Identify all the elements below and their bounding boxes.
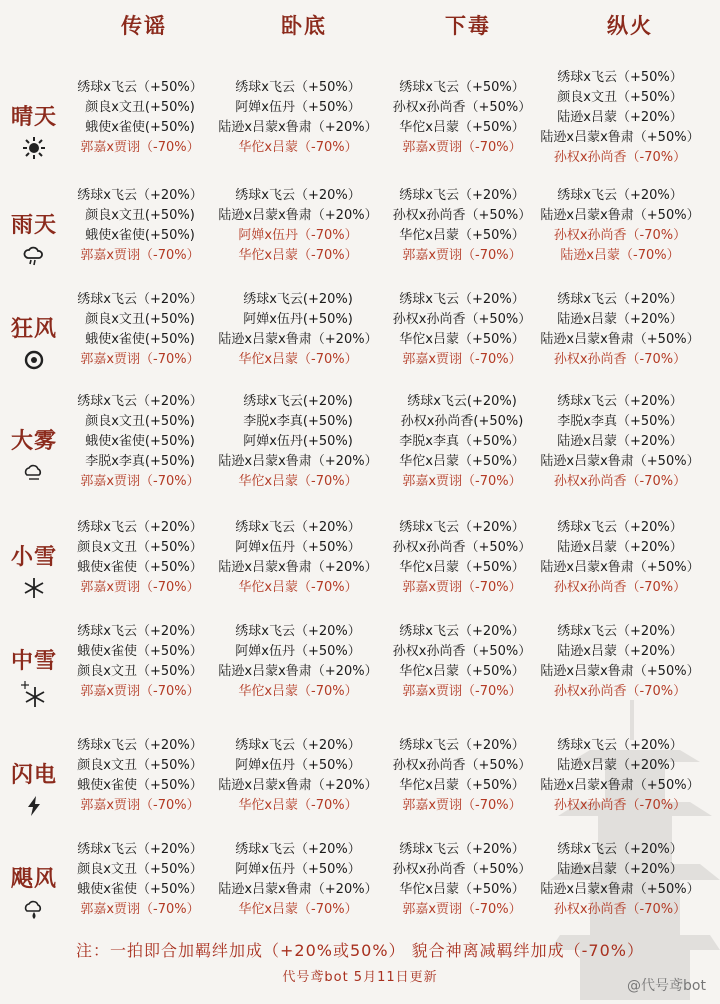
bond-bonus-entry: 陆逊x吕蒙（+20%） xyxy=(557,758,683,773)
bond-bonus-entry: 绣球x飞云（+20%） xyxy=(77,188,203,203)
bond-penalty-entry: 郭嘉x贾诩（-70%） xyxy=(80,580,200,595)
bond-penalty-entry: 阿婵x伍丹（-70%） xyxy=(238,228,358,243)
bond-bonus-entry: 绣球x飞云(+20%) xyxy=(243,394,353,409)
bond-penalty-entry: 郭嘉x贾诩（-70%） xyxy=(402,580,522,595)
bond-bonus-entry: 陆逊x吕蒙（+20%） xyxy=(557,644,683,659)
weather-row xyxy=(0,62,720,188)
bond-cell xyxy=(536,186,704,266)
bond-penalty-entry: 孙权x孙尚香（-70%） xyxy=(553,684,687,699)
bond-bonus-entry: 李脱x李真(+50%) xyxy=(85,454,195,469)
weather-name: 中雪 xyxy=(10,649,57,674)
bond-penalty-entry: 郭嘉x贾诩（-70%） xyxy=(402,352,522,367)
weather-name: 小雪 xyxy=(10,545,57,570)
bond-penalty-entry: 郭嘉x贾诩（-70%） xyxy=(80,474,200,489)
bond-bonus-entry: 阿婵x伍丹(+50%) xyxy=(243,434,353,449)
bond-cell xyxy=(536,736,704,816)
bond-penalty-entry: 孙权x孙尚香（-70%） xyxy=(553,902,687,917)
weather-row xyxy=(0,730,720,828)
bond-bonus-entry: 阿婵x伍丹（+50%） xyxy=(235,862,361,877)
update-footer: 代号鸢bot 5月11日更新 xyxy=(282,970,438,985)
bond-cell xyxy=(214,622,382,702)
bond-penalty-entry: 孙权x孙尚香（-70%） xyxy=(553,150,687,165)
bond-cell xyxy=(56,186,224,266)
bond-penalty-entry: 郭嘉x贾诩（-70%） xyxy=(402,474,522,489)
header-rumor: 传谣 xyxy=(121,14,167,38)
bond-bonus-entry: 孙权x孙尚香（+50%） xyxy=(392,540,532,555)
bond-cell xyxy=(378,518,546,598)
bond-bonus-entry: 华佗x吕蒙（+50%） xyxy=(399,664,525,679)
bond-cell xyxy=(56,622,224,702)
bond-bonus-entry: 绣球x飞云（+50%） xyxy=(235,80,361,95)
bond-bonus-entry: 陆逊x吕蒙x鲁肃（+20%） xyxy=(218,882,378,897)
bond-cell xyxy=(536,290,704,370)
bond-bonus-entry: 蛾使x雀使（+50%） xyxy=(77,644,203,659)
bond-cell xyxy=(378,186,546,266)
bond-penalty-entry: 孙权x孙尚香（-70%） xyxy=(553,474,687,489)
bond-bonus-entry: 绣球x飞云（+50%） xyxy=(399,80,525,95)
bond-bonus-entry: 绣球x飞云（+20%） xyxy=(77,394,203,409)
bond-bonus-entry: 陆逊x吕蒙x鲁肃（+50%） xyxy=(540,882,700,897)
bond-bonus-entry: 陆逊x吕蒙（+20%） xyxy=(557,540,683,555)
weather-name: 飓风 xyxy=(10,867,57,892)
bond-cell xyxy=(56,290,224,370)
bond-cell xyxy=(378,392,546,492)
bond-cell xyxy=(56,78,224,158)
bond-bonus-entry: 华佗x吕蒙（+50%） xyxy=(399,882,525,897)
bond-bonus-entry: 华佗x吕蒙（+50%） xyxy=(399,454,525,469)
bond-penalty-entry: 华佗x吕蒙（-70%） xyxy=(238,684,358,699)
bond-bonus-entry: 陆逊x吕蒙（+20%） xyxy=(557,434,683,449)
bond-bonus-entry: 华佗x吕蒙（+50%） xyxy=(399,778,525,793)
bond-bonus-entry: 绣球x飞云（+20%） xyxy=(399,738,525,753)
bond-bonus-entry: 绣球x飞云（+20%） xyxy=(235,624,361,639)
bond-bonus-entry: 华佗x吕蒙（+50%） xyxy=(399,560,525,575)
bond-bonus-entry: 绣球x飞云（+20%） xyxy=(557,394,683,409)
bond-bonus-entry: 陆逊x吕蒙x鲁肃（+20%） xyxy=(218,560,378,575)
bond-bonus-entry: 孙权x孙尚香（+50%） xyxy=(392,100,532,115)
weather-row xyxy=(0,834,720,934)
bond-bonus-entry: 陆逊x吕蒙x鲁肃（+50%） xyxy=(540,454,700,469)
bond-bonus-entry: 绣球x飞云(+20%) xyxy=(407,394,517,409)
bond-penalty-entry: 郭嘉x贾诩（-70%） xyxy=(80,902,200,917)
weather-row xyxy=(0,616,720,716)
bond-penalty-entry: 郭嘉x贾诩（-70%） xyxy=(402,248,522,263)
weather-row xyxy=(0,180,720,278)
header-arson: 纵火 xyxy=(607,14,653,38)
bond-penalty-entry: 华佗x吕蒙（-70%） xyxy=(238,474,358,489)
bond-bonus-entry: 陆逊x吕蒙x鲁肃（+50%） xyxy=(540,332,700,347)
bond-penalty-entry: 郭嘉x贾诩（-70%） xyxy=(80,352,200,367)
weather-name: 雨天 xyxy=(10,213,57,238)
bond-bonus-entry: 孙权x孙尚香（+50%） xyxy=(392,862,532,877)
weather-name: 狂风 xyxy=(10,317,57,342)
bond-cell xyxy=(378,840,546,920)
weather-row xyxy=(0,284,720,382)
weather-row xyxy=(0,386,720,498)
bond-bonus-entry: 陆逊x吕蒙x鲁肃（+20%） xyxy=(218,208,378,223)
bond-bonus-entry: 陆逊x吕蒙（+20%） xyxy=(557,312,683,327)
bond-cell xyxy=(56,840,224,920)
source-watermark: @代号鸢bot xyxy=(627,978,706,994)
bond-bonus-entry: 绣球x飞云（+20%） xyxy=(77,624,203,639)
weather-name: 闪电 xyxy=(10,763,57,788)
bond-bonus-entry: 蛾使x雀使（+50%） xyxy=(77,882,203,897)
bond-bonus-entry: 李脱x李真(+50%) xyxy=(243,414,353,429)
bond-bonus-entry: 颜良x文丑(+50%) xyxy=(85,208,195,223)
bond-bonus-entry: 绣球x飞云（+50%） xyxy=(77,80,203,95)
bond-cell xyxy=(536,840,704,920)
bond-cell xyxy=(214,290,382,370)
bond-bonus-entry: 阿婵x伍丹（+50%） xyxy=(235,540,361,555)
bond-bonus-entry: 陆逊x吕蒙x鲁肃（+20%） xyxy=(218,664,378,679)
bond-bonus-entry: 颜良x文丑（+50%） xyxy=(77,664,203,679)
bond-cell xyxy=(56,518,224,598)
bond-bonus-entry: 绣球x飞云（+20%） xyxy=(77,842,203,857)
bond-bonus-entry: 颜良x文丑(+50%) xyxy=(85,100,195,115)
bond-bonus-entry: 颜良x文丑(+50%) xyxy=(85,312,195,327)
bond-bonus-entry: 绣球x飞云（+20%） xyxy=(557,738,683,753)
column-headers xyxy=(0,10,720,46)
bond-penalty-entry: 华佗x吕蒙（-70%） xyxy=(238,352,358,367)
bond-bonus-entry: 颜良x文丑（+50%） xyxy=(77,862,203,877)
bond-penalty-entry: 郭嘉x贾诩（-70%） xyxy=(402,902,522,917)
bond-bonus-entry: 绣球x飞云（+20%） xyxy=(399,624,525,639)
bond-penalty-entry: 孙权x孙尚香（-70%） xyxy=(553,352,687,367)
bond-penalty-entry: 华佗x吕蒙（-70%） xyxy=(238,798,358,813)
bond-bonus-entry: 阿婵x伍丹（+50%） xyxy=(235,100,361,115)
bond-bonus-entry: 绣球x飞云（+20%） xyxy=(235,842,361,857)
bond-bonus-entry: 绣球x飞云（+20%） xyxy=(557,292,683,307)
bond-cell xyxy=(378,78,546,158)
bond-penalty-entry: 陆逊x吕蒙（-70%） xyxy=(560,248,680,263)
bond-penalty-entry: 郭嘉x贾诩（-70%） xyxy=(80,798,200,813)
bond-bonus-entry: 华佗x吕蒙（+50%） xyxy=(399,120,525,135)
bond-bonus-entry: 绣球x飞云（+20%） xyxy=(399,520,525,535)
legend-note: 注：一拍即合加羁绊加成（+20%或50%） 貌合神离减羁绊加成（-70%） xyxy=(76,941,644,960)
bond-penalty-entry: 华佗x吕蒙（-70%） xyxy=(238,140,358,155)
bond-bonus-entry: 阿婵x伍丹（+50%） xyxy=(235,644,361,659)
bond-bonus-entry: 绣球x飞云（+20%） xyxy=(77,520,203,535)
bond-bonus-entry: 绣球x飞云（+20%） xyxy=(77,292,203,307)
bond-bonus-entry: 陆逊x吕蒙x鲁肃（+50%） xyxy=(540,778,700,793)
bond-penalty-entry: 华佗x吕蒙（-70%） xyxy=(238,902,358,917)
bond-cell xyxy=(536,622,704,702)
bond-bonus-entry: 蛾使x雀使(+50%) xyxy=(85,120,195,135)
bond-cell xyxy=(378,622,546,702)
bond-bonus-entry: 绣球x飞云(+20%) xyxy=(243,292,353,307)
bond-bonus-entry: 蛾使x雀使(+50%) xyxy=(85,228,195,243)
bond-cell xyxy=(536,68,704,168)
bond-bonus-entry: 孙权x孙尚香（+50%） xyxy=(392,208,532,223)
bond-cell xyxy=(56,392,224,492)
bond-penalty-entry: 孙权x孙尚香（-70%） xyxy=(553,228,687,243)
weather-name: 晴天 xyxy=(10,105,57,130)
bond-bonus-entry: 陆逊x吕蒙x鲁肃（+50%） xyxy=(540,208,700,223)
bond-bonus-entry: 绣球x飞云（+20%） xyxy=(557,624,683,639)
bond-bonus-entry: 蛾使x雀使（+50%） xyxy=(77,778,203,793)
bond-bonus-entry: 李脱x李真（+50%） xyxy=(557,414,683,429)
bond-bonus-entry: 陆逊x吕蒙x鲁肃（+50%） xyxy=(540,560,700,575)
bond-cell xyxy=(214,518,382,598)
bond-penalty-entry: 孙权x孙尚香（-70%） xyxy=(553,580,687,595)
bond-cell xyxy=(56,736,224,816)
bond-cell xyxy=(536,518,704,598)
bond-bonus-entry: 陆逊x吕蒙x鲁肃（+20%） xyxy=(218,332,378,347)
weather-name: 大雾 xyxy=(10,429,57,454)
bond-bonus-entry: 陆逊x吕蒙x鲁肃（+20%） xyxy=(218,454,378,469)
bond-bonus-entry: 颜良x文丑（+50%） xyxy=(557,90,683,105)
bond-penalty-entry: 郭嘉x贾诩（-70%） xyxy=(80,684,200,699)
bond-bonus-entry: 绣球x飞云（+20%） xyxy=(399,188,525,203)
bond-bonus-entry: 孙权x孙尚香（+50%） xyxy=(392,644,532,659)
bond-cell xyxy=(214,840,382,920)
bond-bonus-entry: 陆逊x吕蒙（+20%） xyxy=(557,110,683,125)
bond-bonus-entry: 绣球x飞云（+50%） xyxy=(557,70,683,85)
bond-bonus-entry: 蛾使x雀使(+50%) xyxy=(85,332,195,347)
bond-bonus-entry: 蛾使x雀使（+50%） xyxy=(77,560,203,575)
bond-bonus-entry: 华佗x吕蒙（+50%） xyxy=(399,228,525,243)
bond-bonus-entry: 绣球x飞云（+20%） xyxy=(399,842,525,857)
bond-cell xyxy=(214,392,382,492)
bond-bonus-entry: 蛾使x雀使(+50%) xyxy=(85,434,195,449)
bond-penalty-entry: 郭嘉x贾诩（-70%） xyxy=(402,798,522,813)
bond-bonus-entry: 颜良x文丑(+50%) xyxy=(85,414,195,429)
bond-cell xyxy=(214,736,382,816)
bond-bonus-entry: 绣球x飞云（+20%） xyxy=(235,188,361,203)
bond-penalty-entry: 郭嘉x贾诩（-70%） xyxy=(80,248,200,263)
bond-bonus-entry: 绣球x飞云（+20%） xyxy=(557,520,683,535)
bond-bonus-entry: 阿婵x伍丹(+50%) xyxy=(243,312,353,327)
bond-bonus-entry: 颜良x文丑（+50%） xyxy=(77,758,203,773)
bond-cell xyxy=(536,392,704,492)
bond-bonus-entry: 颜良x文丑（+50%） xyxy=(77,540,203,555)
bond-cell xyxy=(214,186,382,266)
bond-bonus-entry: 孙权x孙尚香（+50%） xyxy=(392,758,532,773)
bond-bonus-entry: 绣球x飞云（+20%） xyxy=(235,738,361,753)
weather-row xyxy=(0,512,720,610)
bond-cell xyxy=(214,78,382,158)
header-spy: 卧底 xyxy=(281,14,327,38)
bond-cell xyxy=(378,290,546,370)
bond-penalty-entry: 郭嘉x贾诩（-70%） xyxy=(80,140,200,155)
bond-cell xyxy=(378,736,546,816)
bond-bonus-entry: 绣球x飞云（+20%） xyxy=(557,188,683,203)
bond-bonus-entry: 陆逊x吕蒙x鲁肃（+50%） xyxy=(540,664,700,679)
bond-penalty-entry: 孙权x孙尚香（-70%） xyxy=(553,798,687,813)
bond-bonus-entry: 李脱x李真（+50%） xyxy=(399,434,525,449)
bond-bonus-entry: 孙权x孙尚香（+50%） xyxy=(392,312,532,327)
bond-bonus-entry: 孙权x孙尚香(+50%) xyxy=(400,414,524,429)
bond-bonus-entry: 陆逊x吕蒙x鲁肃（+20%） xyxy=(218,120,378,135)
bond-bonus-entry: 阿婵x伍丹（+50%） xyxy=(235,758,361,773)
bond-bonus-entry: 绣球x飞云（+20%） xyxy=(235,520,361,535)
header-poison: 下毒 xyxy=(445,14,491,38)
bond-bonus-entry: 华佗x吕蒙（+50%） xyxy=(399,332,525,347)
bond-penalty-entry: 华佗x吕蒙（-70%） xyxy=(238,248,358,263)
bond-bonus-entry: 陆逊x吕蒙（+20%） xyxy=(557,862,683,877)
bond-bonus-entry: 绣球x飞云（+20%） xyxy=(557,842,683,857)
bond-bonus-entry: 陆逊x吕蒙x鲁肃（+50%） xyxy=(540,130,700,145)
bond-bonus-entry: 绣球x飞云（+20%） xyxy=(77,738,203,753)
bond-bonus-entry: 绣球x飞云（+20%） xyxy=(399,292,525,307)
bond-penalty-entry: 郭嘉x贾诩（-70%） xyxy=(402,140,522,155)
bond-bonus-entry: 陆逊x吕蒙x鲁肃（+20%） xyxy=(218,778,378,793)
bond-penalty-entry: 郭嘉x贾诩（-70%） xyxy=(402,684,522,699)
bond-penalty-entry: 华佗x吕蒙（-70%） xyxy=(238,580,358,595)
